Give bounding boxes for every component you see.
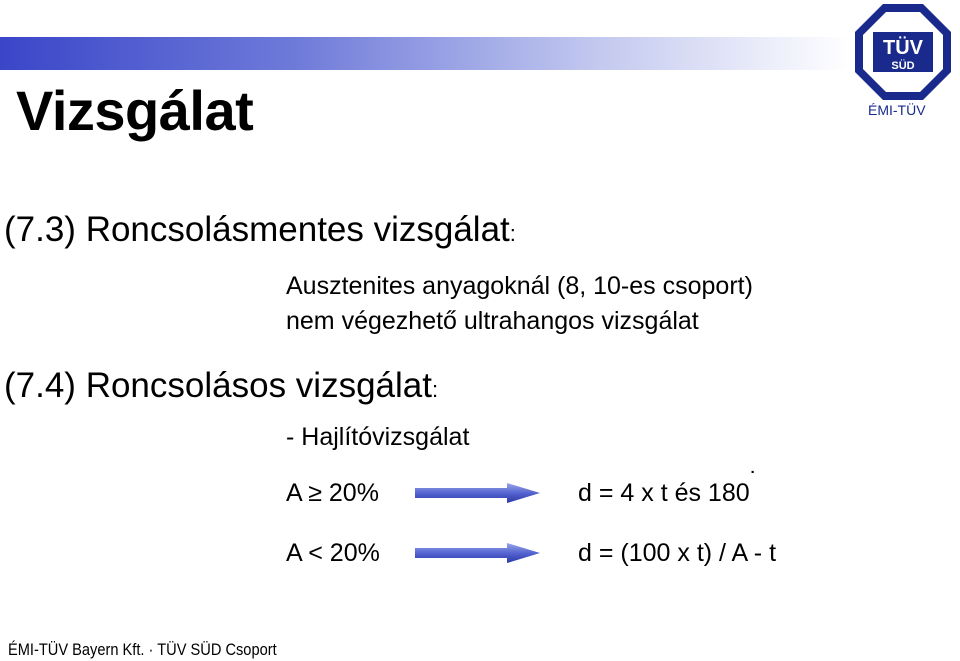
arrow-right-icon [415,483,540,503]
formula-2: d = (100 x t) / A - t [578,539,777,567]
logo-text: TÜV [883,37,923,59]
logo-caption: ÉMI-TÜV [868,102,926,118]
logo-text-2: SÜD [891,60,915,72]
formula-1-text: d = 4 x t és 180 [578,479,750,507]
tuv-sud-logo-icon [853,2,953,102]
formula-1-suffix: ˙ [749,467,758,495]
slide-title: Vizsgálat [16,79,254,142]
section-73-heading-text: (7.3) Roncsolásmentes vizsgálat [4,210,510,249]
header-gradient-bar [0,37,850,70]
section-73-heading [4,210,516,250]
note-line-1: Ausztenites anyagoknál (8, 10-es csoport) [286,272,753,300]
condition-2: A < 20% [286,539,380,567]
note-line-2: nem végezhető ultrahangos vizsgálat [286,307,699,335]
section-74-heading-text: (7.4) Roncsolásos vizsgálat [4,366,432,405]
formula-1 [578,467,758,508]
bend-test-item: - Hajlítóvizsgálat [286,423,470,451]
arrow-right-icon [415,543,540,563]
condition-1: A ≥ 20% [286,479,379,507]
section-74-colon: : [431,377,439,402]
section-73-colon: : [509,221,516,246]
footer-text: ÉMI-TÜV Bayern Kft. · TÜV SÜD Csoport [8,640,277,659]
section-74-heading [4,366,438,406]
